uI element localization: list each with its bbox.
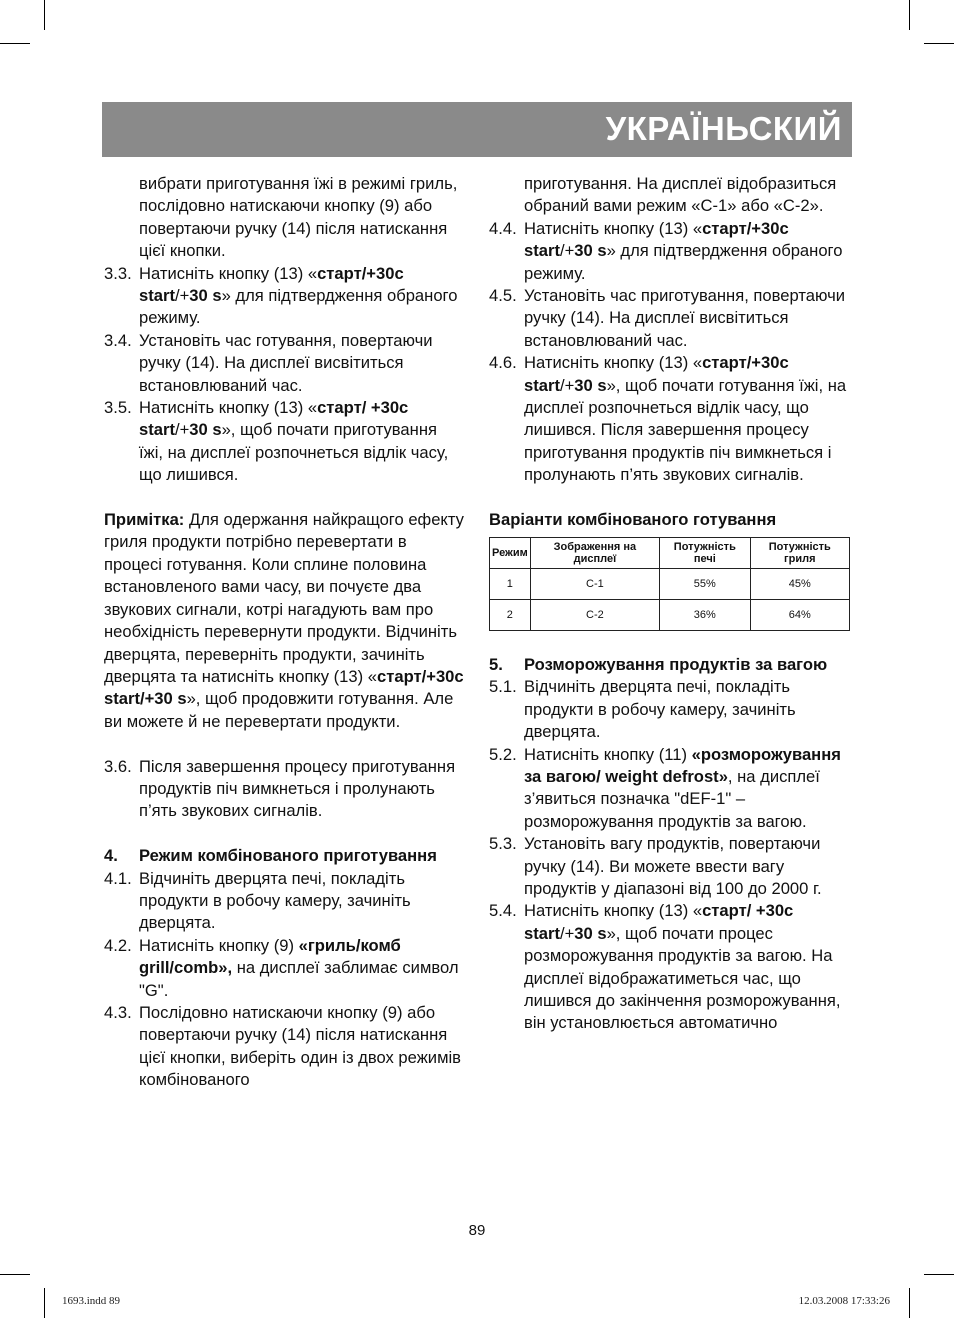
- right-column: [489, 173, 851, 1035]
- item-text: Відчиніть дверцята печі, покладіть продукти в робочу камеру, зачиніть дверцята.: [524, 677, 796, 742]
- paragraph: приготування. На дисплеї відобразиться обраний вами режим «С-1» або «С-2».: [524, 174, 837, 216]
- combination-modes-table: [489, 537, 850, 631]
- crop-mark: [924, 1274, 954, 1275]
- table-header-row: [490, 538, 850, 569]
- list-item-4-1: [104, 868, 464, 935]
- table-cell: 2: [490, 600, 531, 631]
- list-item-3-4: [104, 330, 464, 397]
- list-item-4-2: [104, 935, 464, 1002]
- table-cell: 55%: [660, 569, 750, 600]
- list-item-5-4: [489, 900, 851, 1034]
- crop-mark: [44, 1288, 45, 1318]
- item-text: Установіть час приготування, повертаючи ручку (14). На дисплеї висвітиться встановлюваний час.: [524, 286, 845, 350]
- item-text: Натисніть кнопку (13) «старт/+30c start/+30 s» для підтвердження обраного режиму.: [524, 218, 843, 283]
- table-cell: С-2: [530, 600, 659, 631]
- item-number: 4.2.: [104, 935, 132, 955]
- file-slug: 1693.indd 89: [62, 1295, 121, 1307]
- item-text: Установіть час готування, повертаючи ручку (14). На дисплеї висвітиться встановлюваний час.: [139, 330, 433, 395]
- list-item-5-1: [489, 676, 851, 743]
- col-header: Потужність печі: [660, 538, 750, 569]
- list-item-4-3: [104, 1002, 464, 1092]
- table-row: [490, 600, 850, 631]
- item-text: Послідовно натискаючи кнопку (9) або повертаючи ручку (14) після натискання цієї кнопки, виберіть один із двох режимів комбінованого: [139, 1002, 461, 1090]
- crop-mark: [44, 0, 45, 30]
- table-cell: 36%: [660, 600, 750, 631]
- col-header: Зображення на дисплеї: [530, 538, 659, 569]
- item-number: 4.5.: [489, 286, 517, 306]
- left-column: [104, 173, 464, 1092]
- item-text: Натисніть кнопку (13) «старт/+30c start/+30 s», щоб почати готування їжі, на дисплеї розпочнеться відлік часу, що лишився. Після завершення процесу приготування продуктів піч вимкнеться і пролунають п’ять звукових сигналів.: [524, 353, 847, 485]
- col-header: Режим: [490, 538, 531, 569]
- list-item-3-3: [104, 263, 464, 330]
- table-title: Варіанти комбінованого готування: [489, 510, 777, 530]
- language-header-bar: [102, 102, 852, 157]
- item-text: Натисніть кнопку (9) «гриль/комб grill/comb», на дисплеї заблимає символ "G".: [139, 935, 459, 1000]
- page-number: 89: [468, 1222, 486, 1239]
- item-number: 3.5.: [104, 398, 132, 418]
- date-slug: 12.03.2008 17:33:26: [798, 1295, 890, 1307]
- paragraph: вибрати приготування їжі в режимі гриль, послідовно натискаючи кнопку (9) або повертаючи ручку (14) після натискання цієї кнопки.: [139, 174, 458, 261]
- item-text: Натисніть кнопку (13) «старт/+30c start/+30 s» для підтвердження обраного режиму.: [139, 263, 458, 328]
- item-number: 4.4.: [489, 218, 517, 238]
- item-number: 4.1.: [104, 868, 132, 888]
- item-text: Натисніть кнопку (13) «старт/ +30c start/+30 s», щоб почати процес розморожування продуктів за вагою. На дисплеї відображатиметься час, що лишився до закінчення розморожування, він установлюється автоматично: [524, 901, 841, 1033]
- table-row: [490, 569, 850, 600]
- item-number: 5.4.: [489, 901, 517, 921]
- list-item-5-2: [489, 744, 851, 834]
- table-cell: 64%: [750, 600, 849, 631]
- item-number: 5.1.: [489, 677, 517, 697]
- item-text: Після завершення процесу приготування продуктів піч вимкнеться і пролунають п’ять звукових сигналів.: [139, 756, 456, 821]
- col-header: Потужність гриля: [750, 538, 849, 569]
- section-heading-4: [104, 845, 464, 867]
- item-number: 4.6.: [489, 353, 517, 373]
- section-number: 5.: [489, 654, 503, 674]
- section-number: 4.: [104, 846, 118, 866]
- section-title: Режим комбінованого приготування: [139, 846, 437, 866]
- section-title: Розморожування продуктів за вагою: [524, 654, 828, 674]
- table-cell: 45%: [750, 569, 849, 600]
- note-paragraph: Примітка: Для одержання найкращого ефекту гриля продукти потрібно перевертати в процесі готування. Коли сплине половина встановленого вами часу, ви почуєте два звукових сигнали, котрі нагадують вам про необхідність перевернути продукти. Відчиніть дверцята, переверніть продукти, зачиніть дверцята та натисніть кнопку (13) «старт/+30c start/+30 s», щоб продовжити готування. Але ви можете й не перевертати продукти.: [104, 510, 464, 731]
- list-item-4-4: [489, 218, 851, 285]
- item-number: 3.6.: [104, 756, 132, 776]
- item-text: Установіть вагу продуктів, повертаючи ручку (14). Ви можете ввести вагу продуктів у діапазоні від 100 до 2000 г.: [524, 834, 822, 898]
- item-text: Натисніть кнопку (11) «розморожування за вагою/ weight defrost», на дисплеї з’явиться позначка "dEF-1" – розморожування продуктів за вагою.: [524, 744, 841, 831]
- item-text: Відчиніть дверцята печі, покладіть продукти в робочу камеру, зачиніть дверцята.: [139, 868, 411, 933]
- item-number: 3.4.: [104, 330, 132, 350]
- list-item-3-5: [104, 397, 464, 487]
- table-cell: 1: [490, 569, 531, 600]
- crop-mark: [924, 43, 954, 44]
- list-item-4-5: [489, 285, 851, 352]
- crop-mark: [0, 43, 30, 44]
- crop-mark: [909, 1288, 910, 1318]
- item-number: 5.2.: [489, 744, 517, 764]
- item-number: 3.3.: [104, 263, 132, 283]
- list-item-3-6: [104, 756, 464, 823]
- crop-mark: [0, 1274, 30, 1275]
- item-text: Натисніть кнопку (13) «старт/ +30c start/+30 s», щоб почати приготування їжі, на дисплеї розпочнеться відлік часу, що лишився.: [139, 398, 449, 485]
- item-number: 4.3.: [104, 1002, 132, 1022]
- section-heading-5: [489, 654, 851, 676]
- table-cell: С-1: [530, 569, 659, 600]
- item-number: 5.3.: [489, 834, 517, 854]
- language-title: УКРАЇНЬСКИЙ: [605, 110, 842, 147]
- list-item-5-3: [489, 833, 851, 900]
- crop-mark: [909, 0, 910, 30]
- list-item-4-6: [489, 352, 851, 486]
